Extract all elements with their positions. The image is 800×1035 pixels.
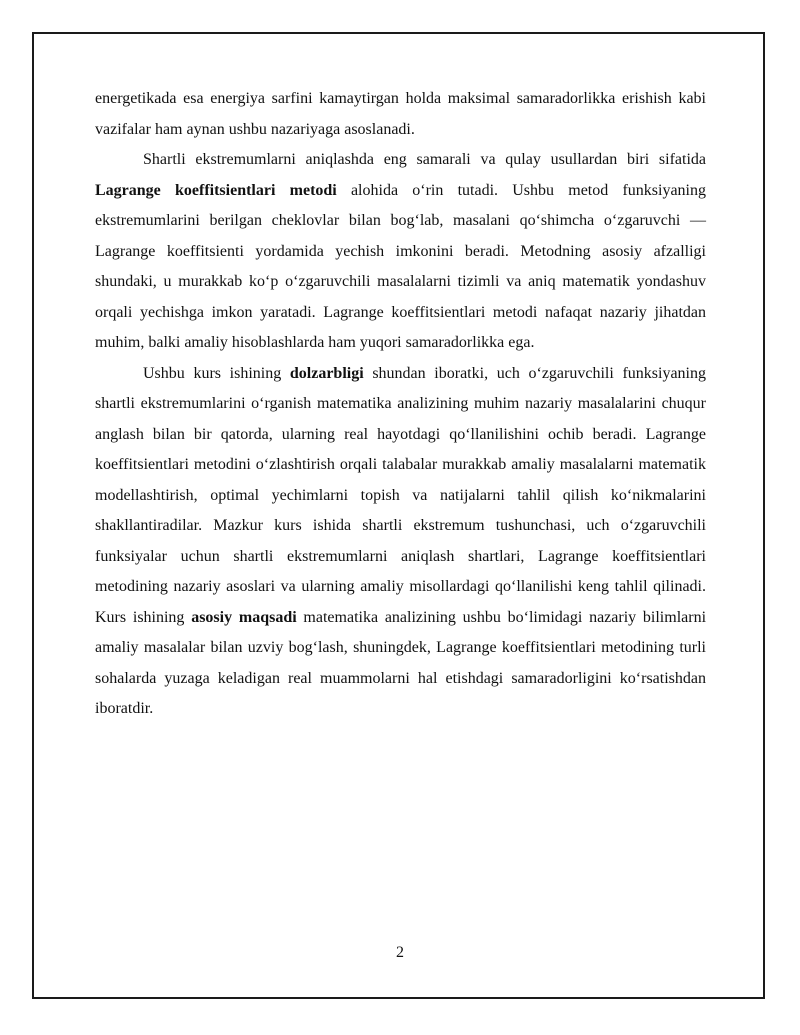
text-run: Shartli ekstremumlarni aniqlashda eng samarali va qulay usullardan biri sifatida — [143, 151, 706, 168]
paragraph-intro-continuation — [95, 84, 706, 145]
text-run: alohida o‘rin tutadi. Ushbu metod funksiyaning ekstremumlarini berilgan cheklovlar bilan bog‘lab, masalani qo‘shimcha o‘zgaruvchi — Lagrange koeffitsienti yordamida yechish imkonini beradi. Metodning asosiy afzalligi shundaki, u murakkab ko‘p o‘zgaruvchili masalalarni tizimli va aniq matematik yondashuv orqali yechishga imkon yaratadi. Lagrange koeffitsientlari metodi nafaqat nazariy jihatdan muhim, balki amaliy hisoblashlarda ham yuqori samaradorlikka ega. — [95, 181, 706, 351]
page-number: 2 — [396, 944, 404, 961]
bold-term-relevance: dolzarbligi — [289, 364, 364, 382]
paragraph-lagrange-method — [95, 145, 706, 359]
text-run: matematika analizining ushbu bo‘limidagi nazariy bilimlarni amaliy masalalar bilan uzviy bog‘lash, shuningdek, Lagrange koeffitsientlari metodining turli sohalarda yuzaga keladigan real muammolarni hal etishdagi samaradorligini ko‘rsatishdan iboratdir. — [95, 608, 707, 717]
bold-term-lagrange-method: Lagrange koeffitsientlari metodi — [95, 181, 337, 199]
paragraph-relevance — [95, 359, 706, 725]
text-run: energetikada esa energiya sarfini kamaytirgan holda maksimal samaradorlikka erishish kabi vazifalar ham aynan ushbu nazariyaga asoslanadi. — [95, 90, 706, 138]
text-run: shundan iboratki, uch o‘zgaruvchili funksiyaning shartli ekstremumlarini o‘rganish matematika analizining muhim nazariy masalalarini chuqur anglash bilan bir qatorda, ularning real hayotdagi qo‘llanilishini ochib beradi. Lagrange koeffitsientlari metodini o‘zlashtirish orqali talabalar murakkab amaliy masalalarni matematik modellashtirish, optimal yechimlarni topish va natijalarni tahlil qilish ko‘nikmalarini shakllantiradilar. Mazkur kurs ishida shartli ekstremum tushunchasi, uch o‘zgaruvchili funksiyalar uchun shartli ekstremumlarni aniqlash shartlari, Lagrange koeffitsientlari metodining nazariy asoslari va ularning amaliy misollardagi qo‘llanilishi keng tahlil qilinadi. Kurs ishining — [95, 364, 706, 626]
bold-term-main-goal: asosiy maqsadi — [191, 608, 297, 626]
body-text — [95, 84, 706, 725]
text-run: Ushbu kurs ishining — [143, 364, 290, 382]
